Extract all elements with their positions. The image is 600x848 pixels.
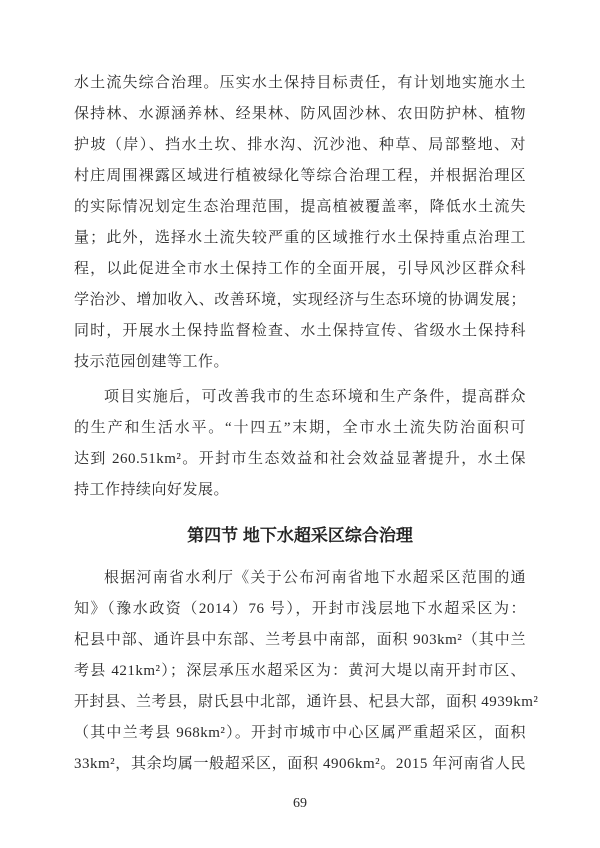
- page-number: 69: [293, 796, 307, 811]
- text-line: 村庄周围裸露区域进行植被绿化等综合治理工程，并根据治理区: [74, 168, 526, 184]
- document-body: [74, 68, 539, 780]
- text-line: 考县 421km²）；深层承压水超采区为：黄河大堤以南开封市区、: [74, 663, 526, 679]
- text-line: 护坡（岸）、挡水土坎、排水沟、沉沙池、种草、局部整地、对: [74, 137, 526, 153]
- text-line: 程，以此促进全市水土保持工作的全面开展，引导风沙区群众科: [74, 261, 526, 277]
- text-line: 学治沙、增加收入、改善环境，实现经济与生态环境的协调发展；: [74, 292, 526, 308]
- text-line: 的生产和生活水平。“十四五”末期，全市水土流失防治面积可: [74, 420, 526, 436]
- text-line: 同时，开展水土保持监督检查、水土保持宣传、省级水土保持科: [74, 323, 526, 339]
- text-line: 33km²，其余均属一般超采区，面积 4906km²。2015 年河南省人民: [74, 756, 526, 772]
- text-line: 的实际情况划定生态治理范围，提高植被覆盖率，降低水土流失: [74, 199, 526, 215]
- text-line: 开封县、兰考县，尉氏县中北部，通许县、杞县大部，面积 4939km²: [74, 694, 539, 710]
- text-line: 达到 260.51km²。开封市生态效益和社会效益显著提升，水土保: [74, 451, 526, 467]
- text-line: 持工作持续向好发展。: [74, 482, 230, 498]
- paragraph-soil-conservation: [74, 68, 526, 378]
- text-line: 水土流失综合治理。压实水土保持目标责任，有计划地实施水土: [74, 75, 526, 91]
- section-heading: 第四节 地下水超采区综合治理: [187, 526, 413, 545]
- paragraph-project-benefits: [74, 382, 526, 506]
- text-line: 保持林、水源涵养林、经果林、防风固沙林、农田防护林、植物: [74, 106, 526, 122]
- text-line: （其中兰考县 968km²）。开封市城市中心区属严重超采区，面积: [74, 725, 526, 741]
- text-line: 项目实施后，可改善我市的生态环境和生产条件，提高群众: [104, 389, 526, 405]
- text-line: 杞县中部、通许县中东部、兰考县中南部，面积 903km²（其中兰: [74, 632, 526, 648]
- text-line: 量；此外，选择水土流失较严重的区域推行水土保持重点治理工: [74, 230, 526, 246]
- paragraph-groundwater-overdraft: [74, 563, 539, 780]
- text-line: 根据河南省水利厅《关于公布河南省地下水超采区范围的通: [104, 570, 526, 586]
- text-line: 知》（豫水政资（2014）76 号），开封市浅层地下水超采区为：: [74, 601, 526, 617]
- text-line: 技示范园创建等工作。: [74, 354, 230, 370]
